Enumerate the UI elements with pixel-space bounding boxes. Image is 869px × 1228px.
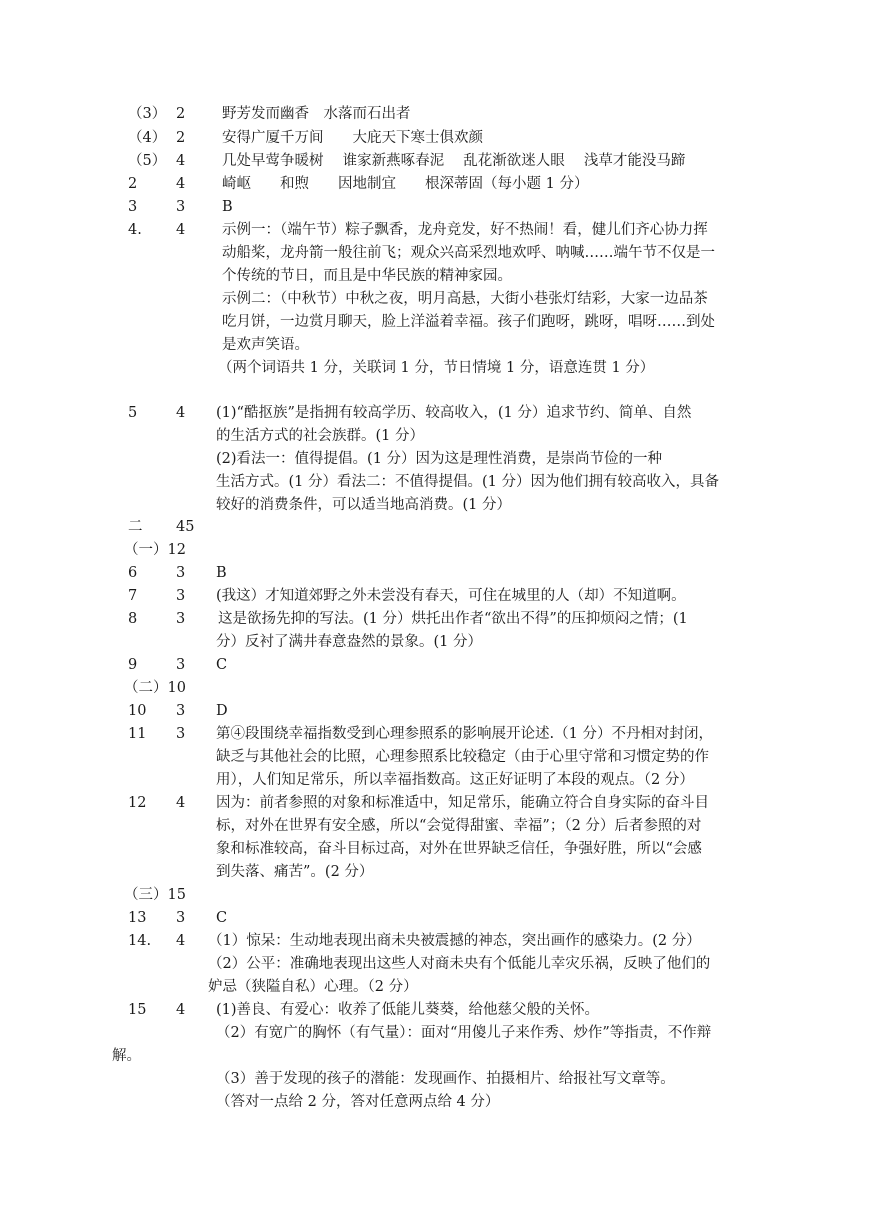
answer-text: B: [216, 565, 227, 581]
answer-text: 解。: [112, 1048, 141, 1064]
question-number: （5）: [128, 153, 167, 169]
answer-text: 崎岖 和煦 因地制宜 根深蒂固（每小题 1 分）: [222, 176, 589, 192]
answer-text: 示例一：（端午节）粽子飘香，龙舟竞发，好不热闹！看，健儿们齐心协力挥: [222, 222, 708, 238]
question-number: 14.: [128, 933, 152, 949]
answer-text: 到失落、痛苦”。(2 分）: [216, 864, 374, 880]
question-number: 6: [128, 565, 138, 581]
answer-text: （2）有宽广的胸怀（有气量）：面对“用傻儿子来作秀、炒作”等指责，不作辩: [216, 1025, 712, 1041]
section-score: 45: [176, 519, 195, 535]
question-number: （4）: [128, 130, 167, 146]
section-number: 二: [128, 519, 143, 535]
answer-text: B: [222, 199, 233, 215]
answer-text: 个传统的节日，而且是中华民族的精神家园。: [222, 268, 512, 284]
question-score: 3: [176, 726, 186, 742]
answer-text: D: [216, 703, 228, 719]
question-score: 4: [176, 795, 186, 811]
question-score: 3: [176, 588, 186, 604]
subsection-heading: （二）10: [124, 680, 186, 696]
answer-text: 标，对外在世界有安全感，所以“会觉得甜蜜、幸福”；（2 分）后者参照的对: [216, 818, 702, 834]
answer-text: 这是欲扬先抑的写法。(1 分）烘托出作者“欲出不得”的压抑烦闷之情；(1: [218, 611, 688, 627]
answer-text: 用），人们知足常乐，所以幸福指数高。这正好证明了本段的观点。（2 分）: [216, 772, 694, 788]
question-number: 3: [128, 199, 138, 215]
question-number: 15: [128, 1002, 147, 1018]
subsection-heading: （一）12: [124, 542, 186, 558]
answer-text: 生活方式。(1 分）看法二：不值得提倡。(1 分）因为他们拥有较高收入，具备: [216, 474, 719, 490]
answer-text: (1)善良、有爱心：收养了低能儿葵葵，给他慈父般的关怀。: [216, 1002, 600, 1018]
question-score: 3: [176, 657, 186, 673]
answer-text: (1)“酷抠族”是指拥有较高学历、较高收入，(1 分）追求节约、简单、自然: [216, 405, 692, 421]
answer-text: 吃月饼，一边赏月聊天，脸上洋溢着幸福。孩子们跑呀，跳呀，唱呀……到处: [222, 314, 715, 330]
answer-text: 较好的消费条件，可以适当地高消费。(1 分）: [216, 497, 511, 513]
subsection-heading: （三）15: [124, 887, 186, 903]
question-number: 7: [128, 588, 138, 604]
question-number: 2: [128, 176, 138, 192]
question-score: 2: [176, 130, 186, 146]
question-score: 3: [176, 611, 186, 627]
question-number: 8: [128, 611, 138, 627]
question-number: 4.: [128, 222, 142, 238]
scoring-note: （答对一点给 2 分，答对任意两点给 4 分）: [216, 1094, 500, 1110]
question-score: 3: [176, 199, 186, 215]
question-score: 4: [176, 222, 186, 238]
answer-text: (2)看法一：值得提倡。(1 分）因为这是理性消费，是崇尚节俭的一种: [216, 451, 663, 467]
answer-text: 野芳发而幽香 水落而石出者: [222, 106, 411, 122]
question-score: 3: [176, 703, 186, 719]
answer-text: （3）善于发现的孩子的潜能：发现画作、拍摄相片、给报社写文章等。: [216, 1071, 675, 1087]
question-number: 12: [128, 795, 147, 811]
answer-text: 几处早莺争暖树 谁家新燕啄春泥 乱花渐欲迷人眼 浅草才能没马蹄: [222, 153, 686, 169]
answer-text: 第④段围绕幸福指数受到心理参照系的影响展开论述.（1 分）不丹相对封闭，: [216, 726, 713, 742]
answer-text: （1）惊呆：生动地表现出商未央被震撼的神态，突出画作的感染力。(2 分）: [208, 933, 701, 949]
question-score: 4: [176, 933, 186, 949]
answer-text: 是欢声笑语。: [222, 337, 309, 353]
question-number: 9: [128, 657, 138, 673]
scoring-note: （两个词语共 1 分，关联词 1 分，节日情境 1 分，语意连贯 1 分）: [218, 360, 655, 376]
answer-text: 示例二：（中秋节）中秋之夜，明月高悬，大街小巷张灯结彩，大家一边品茶: [222, 291, 708, 307]
question-number: 5: [128, 405, 138, 421]
answer-text: 因为：前者参照的对象和标准适中，知足常乐，能确立符合自身实际的奋斗目: [216, 795, 709, 811]
question-score: 3: [176, 565, 186, 581]
answer-text: C: [216, 657, 228, 673]
answer-text: C: [216, 910, 228, 926]
answer-text: 分）反衬了满井春意盎然的景象。(1 分）: [216, 634, 482, 650]
answer-text: (我这）才知道郊野之外未尝没有春天，可住在城里的人（却）不知道啊。: [216, 588, 686, 604]
question-number: 13: [128, 910, 147, 926]
answer-text: 象和标准较高，奋斗目标过高，对外在世界缺乏信任，争强好胜，所以“会感: [216, 841, 702, 857]
question-score: 4: [176, 1002, 186, 1018]
question-number: 10: [128, 703, 147, 719]
question-score: 3: [176, 910, 186, 926]
answer-text: （2）公平：准确地表现出这些人对商未央有个低能儿幸灾乐祸，反映了他们的: [208, 956, 711, 972]
answer-text: 动船桨，龙舟箭一般往前飞；观众兴高采烈地欢呼、呐喊……端午节不仅是一: [222, 245, 715, 261]
question-score: 4: [176, 405, 186, 421]
answer-text: 安得广厦千万间 大庇天下寒士俱欢颜: [222, 130, 483, 146]
answer-text: 的生活方式的社会族群。(1 分）: [216, 428, 424, 444]
answer-text: 缺乏与其他社会的比照，心理参照系比较稳定（由于心里守常和习惯定势的作: [216, 749, 709, 765]
question-score: 4: [176, 153, 186, 169]
question-score: 4: [176, 176, 186, 192]
question-score: 2: [176, 106, 186, 122]
question-number: 11: [128, 726, 147, 742]
answer-text: 妒忌（狭隘自私）心理。（2 分）: [208, 979, 418, 995]
question-number: （3）: [128, 106, 167, 122]
